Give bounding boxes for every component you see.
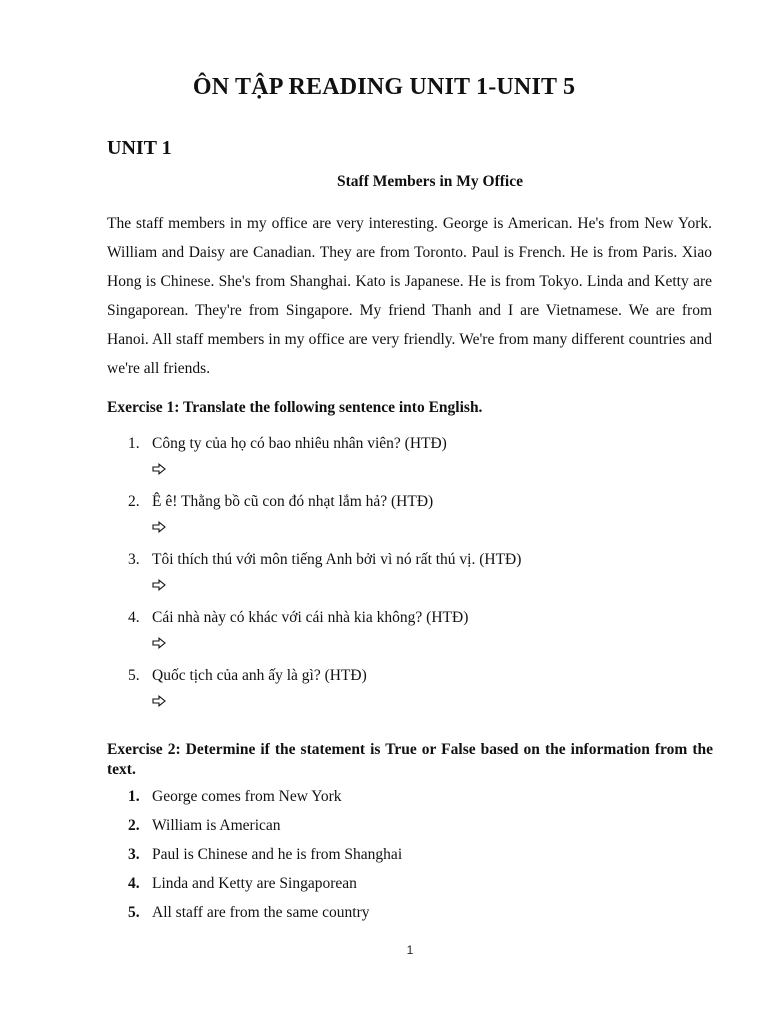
- item-text: Công ty của họ có bao nhiêu nhân viên? (HTĐ): [152, 435, 447, 452]
- item-text: Cái nhà này có khác với cái nhà kia không? (HTĐ): [152, 609, 469, 626]
- exercise-1-list: [107, 435, 707, 725]
- item-number: 4.: [128, 875, 140, 892]
- item-number: 5.: [128, 667, 140, 684]
- exercise-2-item: [107, 875, 707, 904]
- item-text: Linda and Ketty are Singaporean: [152, 875, 357, 892]
- item-number: 3.: [128, 551, 140, 568]
- item-text: William is American: [152, 817, 281, 834]
- passage-title: Staff Members in My Office: [337, 173, 523, 190]
- item-text: George comes from New York: [152, 788, 342, 805]
- exercise-1-item: [107, 609, 707, 667]
- exercise-1-item: [107, 551, 707, 609]
- right-arrow-outline-icon: [152, 579, 166, 591]
- right-arrow-outline-icon: [152, 521, 166, 533]
- item-number: 5.: [128, 904, 140, 921]
- exercise-1-item: [107, 493, 707, 551]
- item-text: All staff are from the same country: [152, 904, 370, 921]
- document-title: ÔN TẬP READING UNIT 1-UNIT 5: [192, 74, 576, 100]
- item-text: Tôi thích thú với môn tiếng Anh bởi vì nó rất thú vị. (HTĐ): [152, 551, 522, 568]
- item-text: Ê ê! Thằng bồ cũ con đó nhạt lắm hả? (HTĐ): [152, 493, 434, 510]
- item-number: 1.: [128, 435, 140, 452]
- item-number: 2.: [128, 817, 140, 834]
- exercise-2-item: [107, 904, 707, 933]
- item-text: Quốc tịch của anh ấy là gì? (HTĐ): [152, 667, 367, 684]
- right-arrow-outline-icon: [152, 463, 166, 475]
- exercise-2-list: [107, 788, 707, 933]
- right-arrow-outline-icon: [152, 695, 166, 707]
- unit-heading: UNIT 1: [107, 137, 172, 159]
- exercise-2-item: [107, 788, 707, 817]
- item-number: 4.: [128, 609, 140, 626]
- page-number: 1: [406, 943, 414, 957]
- reading-passage: The staff members in my office are very interesting. George is American. He's from New York. William and Daisy are Canadian. They are from Toronto. Paul is French. He is from Paris. Xiao Hong is Chinese. She's from Shanghai. Kato is Japanese. He is from Tokyo. Linda and Ketty are Singaporean. They're from Singapore. My friend Thanh and I are Vietnamese. We are from Hanoi. All staff members in my office are very friendly. We're from many different countries and we're all friends.: [107, 215, 712, 377]
- right-arrow-outline-icon: [152, 637, 166, 649]
- exercise-2-item: [107, 817, 707, 846]
- exercise-1-item: [107, 435, 707, 493]
- exercise-1-item: [107, 667, 707, 725]
- item-number: 3.: [128, 846, 140, 863]
- item-number: 1.: [128, 788, 140, 805]
- exercise-2-title: Exercise 2: Determine if the statement is True or False based on the information from the text.: [107, 741, 713, 778]
- exercise-1-title: Exercise 1: Translate the following sentence into English.: [107, 399, 483, 416]
- exercise-2-item: [107, 846, 707, 875]
- item-text: Paul is Chinese and he is from Shanghai: [152, 846, 403, 863]
- item-number: 2.: [128, 493, 140, 510]
